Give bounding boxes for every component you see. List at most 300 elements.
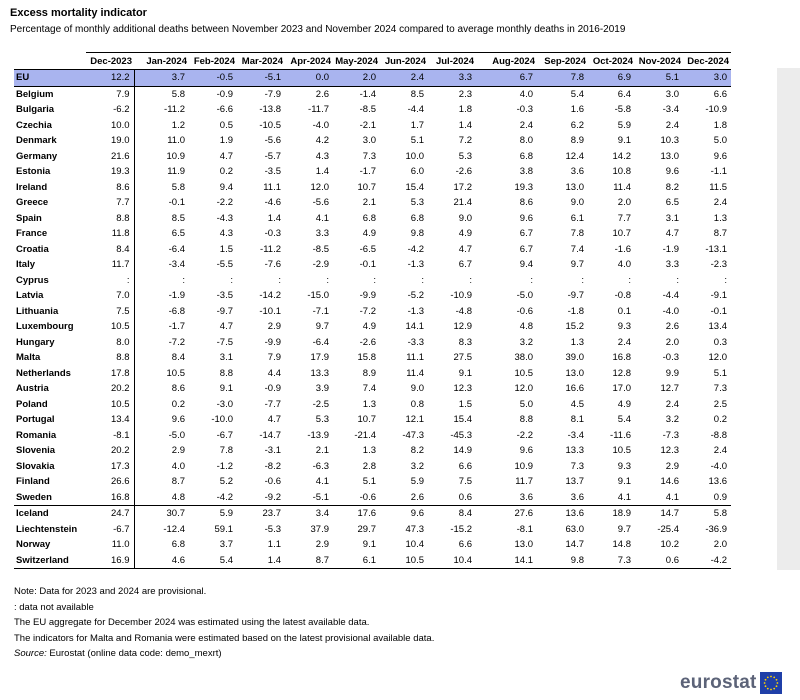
value-cell: -4.0	[710, 460, 727, 472]
value-cell: -3.0	[216, 398, 233, 410]
value-cell: 8.7	[285, 553, 333, 569]
country-name: Germany	[16, 150, 58, 162]
value-cell: -36.9	[705, 523, 727, 535]
value-cell: 5.9	[189, 506, 237, 522]
value-cell: 10.7	[357, 414, 376, 426]
value-cell: 7.0	[86, 288, 134, 304]
value-cell: 11.1	[263, 181, 281, 193]
value-cell: 1.4	[267, 212, 281, 224]
value-cell: 21.6	[86, 149, 134, 165]
value-cell: 4.0	[171, 460, 185, 472]
value-cell: 4.1	[315, 212, 329, 224]
value-cell: 9.4	[219, 181, 233, 193]
value-cell: -5.6	[264, 135, 281, 147]
value-cell: 10.9	[514, 460, 533, 472]
value-cell: 6.6	[458, 539, 472, 551]
value-cell: 14.7	[635, 506, 683, 522]
value-cell: 3.2	[410, 460, 424, 472]
value-cell: 7.2	[458, 135, 472, 147]
note-line: Note: Data for 2023 and 2024 are provisional.	[14, 586, 207, 597]
value-cell: 5.3	[458, 150, 472, 162]
value-cell: 4.4	[267, 367, 281, 379]
value-cell: 20.2	[86, 443, 134, 459]
value-cell: 17.6	[333, 506, 380, 522]
value-cell: 4.0	[519, 88, 533, 100]
value-cell: 24.7	[86, 506, 134, 522]
value-cell: -4.0	[662, 305, 679, 317]
value-cell: 0.5	[219, 119, 233, 131]
value-cell: 3.6	[519, 491, 533, 503]
value-cell: 7.4	[362, 383, 376, 395]
value-cell: 6.0	[410, 166, 424, 178]
value-cell: 9.6	[519, 212, 533, 224]
value-cell: -45.3	[450, 429, 472, 441]
value-cell: -1.9	[662, 243, 679, 255]
value-cell: 29.7	[357, 523, 376, 535]
value-cell: -0.5	[189, 70, 237, 87]
value-cell: -3.3	[407, 336, 424, 348]
value-cell: -8.1	[516, 523, 533, 535]
value-cell: 3.3	[428, 70, 476, 87]
value-cell: 3.6	[570, 166, 584, 178]
value-cell: 7.4	[570, 243, 584, 255]
value-cell: -8.2	[264, 460, 281, 472]
value-cell: 0.1	[617, 305, 631, 317]
value-cell: 13.0	[565, 181, 584, 193]
value-cell: 10.3	[660, 135, 679, 147]
value-cell: 4.1	[315, 476, 329, 488]
country-name: Croatia	[16, 243, 49, 255]
value-cell: -3.4	[662, 104, 679, 116]
country-name: Switzerland	[14, 553, 86, 569]
value-cell: 4.7	[665, 228, 679, 240]
value-cell: -7.3	[662, 429, 679, 441]
notes-block	[14, 584, 434, 662]
value-cell: 8.2	[665, 181, 679, 193]
value-cell: 13.0	[660, 150, 679, 162]
eurostat-logo	[680, 672, 782, 694]
value-cell: -13.8	[259, 104, 281, 116]
value-cell: 9.6	[171, 414, 185, 426]
value-cell: 16.9	[86, 553, 134, 569]
header-row	[14, 53, 731, 70]
value-cell: 4.9	[362, 321, 376, 333]
value-cell: -6.8	[168, 305, 185, 317]
value-cell: -6.7	[216, 429, 233, 441]
value-cell: 8.0	[519, 135, 533, 147]
value-cell: 7.9	[267, 352, 281, 364]
value-cell: -0.3	[662, 352, 679, 364]
value-cell: 1.5	[219, 243, 233, 255]
value-cell: 1.4	[458, 119, 472, 131]
value-cell: 2.1	[315, 445, 329, 457]
value-cell: 6.7	[519, 228, 533, 240]
value-cell: 16.6	[565, 383, 584, 395]
table-subtitle: Percentage of monthly additional deaths between November 2023 and November 2024 compared to average monthly deaths in 2016-2019	[10, 24, 626, 35]
table-row	[14, 459, 731, 475]
value-cell: -7.7	[264, 398, 281, 410]
value-cell: -9.1	[710, 290, 727, 302]
value-cell: :	[469, 274, 472, 286]
value-cell: 12.0	[514, 383, 533, 395]
value-cell: 1.1	[267, 539, 281, 551]
value-cell: 9.9	[665, 367, 679, 379]
value-cell: -47.3	[402, 429, 424, 441]
value-cell: 0.3	[713, 336, 727, 348]
value-cell: 10.9	[166, 150, 185, 162]
value-cell: -13.1	[705, 243, 727, 255]
value-cell: 2.4	[665, 119, 679, 131]
value-cell: -0.3	[516, 104, 533, 116]
value-cell: 9.7	[570, 259, 584, 271]
value-cell: 13.7	[565, 476, 584, 488]
value-cell: 5.0	[713, 135, 727, 147]
value-cell: -0.6	[264, 476, 281, 488]
value-cell: -5.7	[264, 150, 281, 162]
value-cell: -1.4	[359, 88, 376, 100]
value-cell: -0.1	[710, 305, 727, 317]
value-cell: 9.4	[519, 259, 533, 271]
value-cell: 4.0	[617, 259, 631, 271]
value-cell: -1.1	[710, 166, 727, 178]
value-cell: 8.2	[410, 445, 424, 457]
value-cell: -6.3	[312, 460, 329, 472]
value-cell: 2.6	[410, 491, 424, 503]
value-cell: 2.4	[713, 197, 727, 209]
value-cell: -7.1	[312, 305, 329, 317]
table-row	[14, 474, 731, 490]
value-cell: 11.7	[515, 476, 533, 488]
country-name: Belgium	[16, 88, 54, 100]
value-cell: -4.2	[216, 491, 233, 503]
value-cell: -4.8	[455, 305, 472, 317]
value-cell: -13.9	[307, 429, 329, 441]
value-cell: -0.3	[264, 228, 281, 240]
country-name: France	[16, 228, 48, 240]
value-cell: 5.4	[189, 553, 237, 569]
value-cell: 12.0	[310, 181, 329, 193]
table-row	[14, 366, 731, 382]
value-cell: 19.3	[514, 181, 533, 193]
value-cell: 4.7	[267, 414, 281, 426]
value-cell: 5.1	[713, 367, 727, 379]
country-name: Ireland	[16, 181, 48, 193]
value-cell: 9.3	[617, 460, 631, 472]
value-cell: 11.0	[167, 135, 185, 147]
value-cell: 9.1	[458, 367, 472, 379]
value-cell: 8.8	[219, 367, 233, 379]
note-line: The EU aggregate for December 2024 was estimated using the latest available data.	[14, 617, 370, 628]
value-cell: 17.0	[612, 383, 631, 395]
value-cell: -11.2	[164, 104, 185, 116]
value-cell: 13.0	[514, 539, 533, 551]
value-cell: 1.7	[410, 119, 424, 131]
value-cell: -4.4	[662, 290, 679, 302]
value-cell: 13.3	[565, 445, 584, 457]
value-cell: 5.1	[635, 70, 683, 87]
value-cell: 9.3	[617, 321, 631, 333]
value-cell: 4.2	[315, 135, 329, 147]
value-cell: :	[676, 274, 679, 286]
value-cell: 3.1	[665, 212, 679, 224]
value-cell: 6.7	[519, 243, 533, 255]
value-cell: -5.0	[516, 290, 533, 302]
value-cell: 5.4	[617, 414, 631, 426]
value-cell: 12.4	[565, 150, 584, 162]
value-cell: -10.9	[705, 104, 727, 116]
table-row	[14, 226, 731, 242]
value-cell: 11.7	[86, 257, 134, 273]
value-cell: 3.7	[134, 70, 189, 87]
value-cell: -9.2	[264, 491, 281, 503]
value-cell: -4.2	[407, 243, 424, 255]
value-cell: 27.6	[476, 506, 537, 522]
value-cell: 3.9	[315, 383, 329, 395]
value-cell: 9.6	[713, 150, 727, 162]
value-cell: 16.8	[612, 352, 631, 364]
value-cell: 10.5	[380, 553, 428, 569]
value-cell: 7.8	[570, 228, 584, 240]
value-cell: 7.5	[458, 476, 472, 488]
country-name: Estonia	[16, 166, 51, 178]
value-cell: 3.0	[665, 88, 679, 100]
value-cell: 12.1	[405, 414, 424, 426]
value-cell: 9.8	[410, 228, 424, 240]
value-cell: 8.6	[171, 383, 185, 395]
value-cell: 8.6	[86, 180, 134, 196]
country-name: Austria	[16, 383, 49, 395]
value-cell: 10.5	[86, 319, 134, 335]
value-cell: 2.8	[362, 460, 376, 472]
table-row	[14, 335, 731, 351]
value-cell: 1.6	[570, 104, 584, 116]
value-cell: 4.6	[134, 553, 189, 569]
value-cell: 14.1	[405, 321, 424, 333]
country-name: Cyprus	[16, 274, 49, 286]
value-cell: -2.2	[516, 429, 533, 441]
country-name: Liechtenstein	[16, 523, 78, 535]
value-cell: -15.0	[307, 290, 329, 302]
value-cell: 11.4	[406, 367, 424, 379]
table-row	[14, 553, 731, 569]
value-cell: 2.1	[362, 197, 376, 209]
value-cell: 13.0	[565, 367, 584, 379]
value-cell: -7.9	[264, 88, 281, 100]
value-cell: 10.4	[428, 553, 476, 569]
value-cell: 2.0	[617, 197, 631, 209]
country-name: Romania	[16, 429, 57, 441]
value-cell: 6.1	[570, 212, 584, 224]
source-label: Source:	[14, 648, 47, 659]
country-name: Slovakia	[16, 460, 55, 472]
table-row	[14, 133, 731, 149]
value-cell: 6.8	[410, 212, 424, 224]
table-row	[14, 180, 731, 196]
value-cell: 1.3	[713, 212, 727, 224]
value-cell: 14.2	[612, 150, 631, 162]
country-name: Poland	[16, 398, 48, 410]
value-cell: -14.2	[259, 290, 281, 302]
value-cell: 1.3	[570, 336, 584, 348]
value-cell: -3.5	[216, 290, 233, 302]
value-cell: 2.4	[617, 336, 631, 348]
value-cell: 2.9	[665, 460, 679, 472]
value-cell: 3.3	[665, 259, 679, 271]
value-cell: 27.5	[453, 352, 472, 364]
value-cell: 11.1	[406, 352, 424, 364]
value-cell: :	[724, 274, 727, 286]
value-cell: 5.9	[617, 119, 631, 131]
value-cell: 8.5	[171, 212, 185, 224]
table-row	[14, 149, 731, 165]
value-cell: 5.9	[410, 476, 424, 488]
value-cell: -6.6	[216, 104, 233, 116]
value-cell: -0.1	[168, 197, 185, 209]
value-cell: -8.8	[710, 429, 727, 441]
value-cell: 0.9	[713, 491, 727, 503]
value-cell: :	[373, 274, 376, 286]
value-cell: -6.7	[86, 522, 134, 538]
value-cell: 10.5	[86, 397, 134, 413]
table-row	[14, 273, 731, 289]
value-cell: 0.8	[410, 398, 424, 410]
value-cell: 4.7	[219, 150, 233, 162]
value-cell: :	[182, 274, 185, 286]
table-row	[14, 257, 731, 273]
value-cell: 8.7	[171, 476, 185, 488]
value-cell: :	[278, 274, 281, 286]
value-cell: 26.6	[86, 474, 134, 490]
column-header: May-2024	[333, 53, 380, 70]
value-cell: -2.1	[359, 119, 376, 131]
value-cell: 5.4	[570, 88, 584, 100]
table-row	[14, 195, 731, 211]
table-row	[14, 428, 731, 444]
value-cell: :	[326, 274, 329, 286]
country-name: Latvia	[16, 290, 44, 302]
value-cell: -5.1	[312, 491, 329, 503]
value-cell: -6.2	[86, 102, 134, 118]
country-name: Norway	[16, 539, 51, 551]
value-cell: 47.3	[405, 523, 424, 535]
value-cell: 9.6	[665, 166, 679, 178]
value-cell: 2.0	[713, 539, 727, 551]
value-cell: -1.6	[614, 243, 631, 255]
value-cell: 6.1	[333, 553, 380, 569]
value-cell: 9.8	[537, 553, 588, 569]
value-cell: 7.8	[219, 445, 233, 457]
value-cell: -3.4	[168, 259, 185, 271]
value-cell: 1.4	[315, 166, 329, 178]
value-cell: 1.3	[362, 445, 376, 457]
column-header: Aug-2024	[476, 53, 537, 70]
value-cell: 10.5	[612, 445, 631, 457]
value-cell: 0.2	[713, 414, 727, 426]
column-header: Dec-2023	[86, 53, 134, 70]
value-cell: 6.8	[519, 150, 533, 162]
table-row	[14, 319, 731, 335]
value-cell: 3.0	[683, 70, 731, 87]
country-name: Czechia	[16, 119, 52, 131]
value-cell: 5.0	[519, 398, 533, 410]
value-cell: -6.4	[168, 243, 185, 255]
value-cell: 6.5	[665, 197, 679, 209]
value-cell: 38.0	[514, 352, 533, 364]
value-cell: 3.8	[519, 166, 533, 178]
country-name: Netherlands	[16, 367, 71, 379]
value-cell: 12.2	[86, 70, 134, 87]
value-cell: -2.2	[216, 197, 233, 209]
source-text: Eurostat (online data code: demo_mexrt)	[46, 648, 222, 659]
value-cell: 37.9	[310, 523, 329, 535]
value-cell: 11.8	[86, 226, 134, 242]
value-cell: 8.9	[570, 135, 584, 147]
value-cell: 6.9	[588, 70, 635, 87]
value-cell: 14.9	[453, 445, 472, 457]
value-cell: 13.4	[86, 412, 134, 428]
value-cell: -2.6	[455, 166, 472, 178]
value-cell: 3.6	[570, 491, 584, 503]
value-cell: 9.0	[410, 383, 424, 395]
value-cell: 9.1	[617, 135, 631, 147]
value-cell: 15.4	[405, 181, 424, 193]
value-cell: -0.6	[359, 491, 376, 503]
value-cell: 4.9	[362, 228, 376, 240]
table-row	[14, 86, 731, 102]
table-row	[14, 443, 731, 459]
value-cell: -2.3	[710, 259, 727, 271]
value-cell: 10.5	[514, 367, 533, 379]
value-cell: -5.2	[407, 290, 424, 302]
value-cell: 2.6	[665, 321, 679, 333]
value-cell: 4.8	[171, 491, 185, 503]
country-name: Italy	[16, 259, 36, 271]
value-cell: 17.3	[86, 459, 134, 475]
value-cell: -2.9	[312, 259, 329, 271]
table-row	[14, 304, 731, 320]
value-cell: -0.8	[614, 290, 631, 302]
value-cell: 15.8	[357, 352, 376, 364]
value-cell: -0.9	[216, 88, 233, 100]
value-cell: 20.2	[86, 381, 134, 397]
country-name: Spain	[16, 212, 42, 224]
value-cell: -21.4	[354, 429, 376, 441]
value-cell: 7.7	[86, 195, 134, 211]
value-cell: 1.8	[713, 119, 727, 131]
country-name: Slovenia	[16, 445, 56, 457]
value-cell: 4.3	[315, 150, 329, 162]
value-cell: 8.6	[519, 197, 533, 209]
value-cell: 10.4	[405, 539, 424, 551]
value-cell: -25.4	[657, 523, 679, 535]
value-cell: 9.6	[380, 506, 428, 522]
value-cell: -11.2	[260, 243, 281, 255]
value-cell: 9.6	[519, 445, 533, 457]
value-cell: :	[530, 274, 533, 286]
value-cell: 6.8	[171, 539, 185, 551]
value-cell: 12.3	[453, 383, 472, 395]
value-cell: -10.9	[450, 290, 472, 302]
value-cell: 2.9	[171, 445, 185, 457]
value-cell: 1.4	[237, 553, 285, 569]
value-cell: 0.6	[458, 491, 472, 503]
value-cell: 10.5	[166, 367, 185, 379]
value-cell: 7.7	[617, 212, 631, 224]
value-cell: -6.5	[359, 243, 376, 255]
table-row	[14, 397, 731, 413]
value-cell: 3.4	[285, 506, 333, 522]
value-cell: 4.5	[570, 398, 584, 410]
